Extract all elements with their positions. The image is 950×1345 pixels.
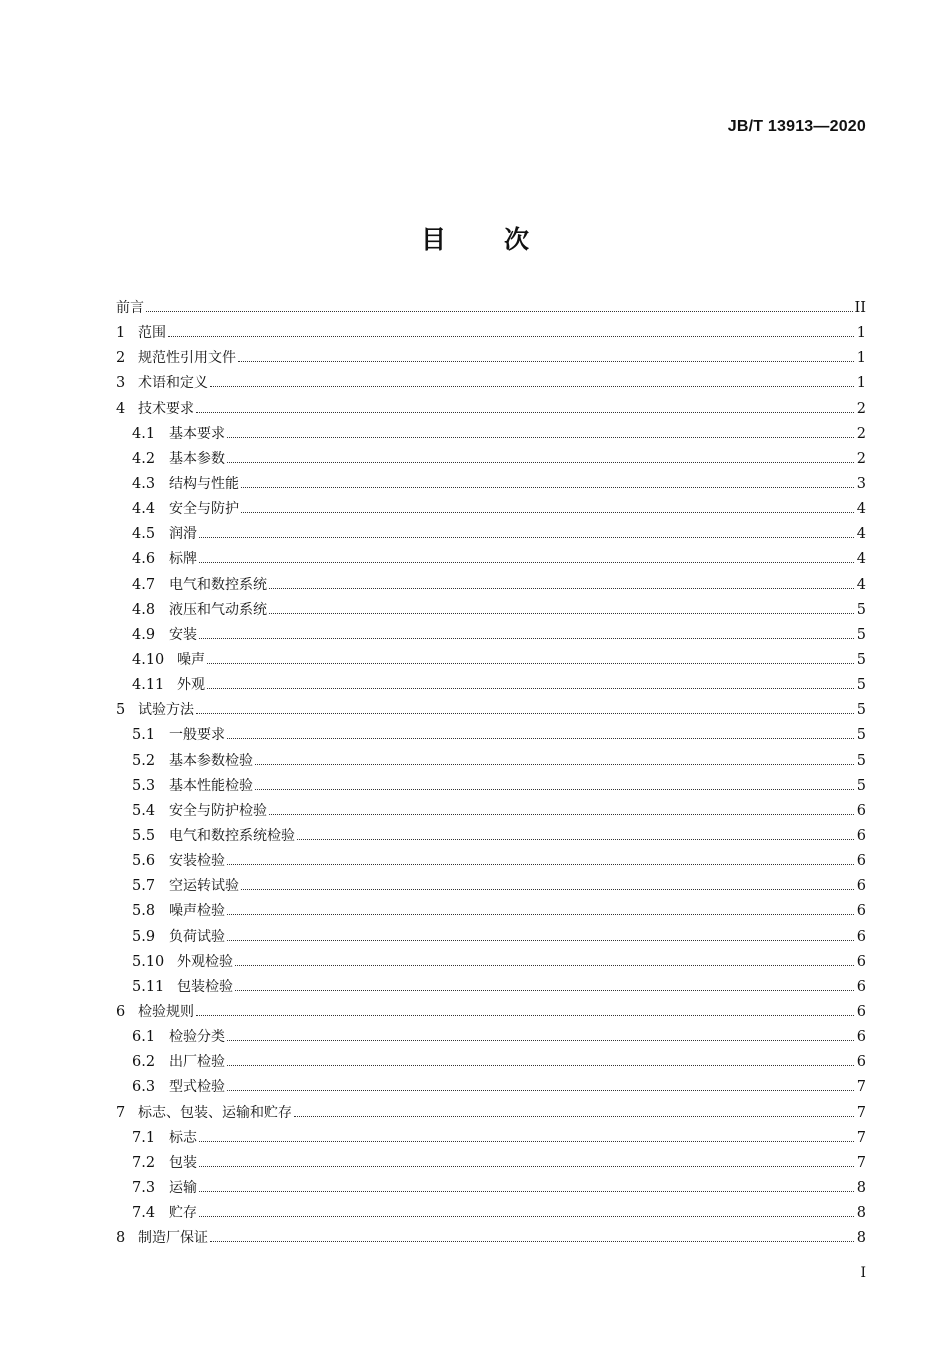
toc-entry-label: 术语和定义 [138, 375, 208, 392]
toc-entry-number: 4.3 [132, 475, 156, 492]
toc-entry[interactable] [116, 448, 866, 473]
title-char-2: 次 [504, 225, 530, 254]
toc-entry-page: 6 [856, 953, 866, 970]
toc-entry[interactable] [116, 1127, 866, 1152]
toc-entry-page: 5 [856, 702, 866, 719]
toc-entry-page: 6 [856, 978, 866, 995]
toc-entry-page: 2 [856, 450, 866, 467]
toc-entry[interactable] [116, 900, 866, 925]
toc-entry-number: 4.5 [132, 526, 156, 543]
toc-entry-label: 安全与防护 [169, 501, 239, 518]
dot-leader [269, 588, 854, 589]
toc-entry[interactable] [116, 1227, 866, 1252]
dot-leader [210, 1241, 854, 1242]
toc-entry-label: 包装 [169, 1154, 197, 1171]
toc-entry-number: 5.9 [132, 928, 156, 945]
dot-leader [227, 1040, 854, 1041]
dot-leader [199, 537, 854, 538]
dot-leader [227, 462, 854, 463]
toc-entry-number: 7.4 [132, 1205, 156, 1222]
toc-entry-label: 安装 [169, 626, 197, 643]
toc-entry-number: 5.10 [132, 953, 165, 970]
dot-leader [235, 965, 854, 966]
toc-entry-number: 5.4 [132, 802, 156, 819]
toc-entry-label: 安全与防护检验 [169, 802, 267, 819]
toc-entry-label: 空运转试验 [169, 878, 239, 895]
dot-leader [227, 738, 854, 739]
toc-entry[interactable] [116, 800, 866, 825]
dot-leader [199, 1191, 854, 1192]
toc-entry[interactable] [116, 599, 866, 624]
toc-entry[interactable] [116, 498, 866, 523]
toc-entry-number: 5.1 [132, 727, 156, 744]
toc-entry-number: 4.2 [132, 450, 156, 467]
toc-entry-number: 8 [116, 1230, 126, 1247]
toc-entry-page: 1 [856, 375, 866, 392]
title-char-1: 目 [420, 225, 446, 254]
toc-entry-number: 5.6 [132, 853, 156, 870]
dot-leader [297, 839, 854, 840]
toc-entry-page: 4 [856, 551, 866, 568]
toc-entry-label: 出厂检验 [169, 1054, 225, 1071]
dot-leader [210, 386, 854, 387]
toc-entry-number: 5.11 [132, 978, 165, 995]
toc-entry-page: 5 [856, 727, 866, 744]
toc-entry-label: 前言 [116, 300, 144, 316]
toc-entry[interactable] [116, 1051, 866, 1076]
toc-entry[interactable] [116, 976, 866, 1001]
toc-entry-label: 制造厂保证 [138, 1230, 208, 1247]
toc-entry-page: 7 [856, 1104, 866, 1121]
dot-leader [146, 311, 853, 312]
toc-entry-number: 7 [116, 1104, 126, 1121]
toc-entry[interactable] [116, 1026, 866, 1051]
toc-entry[interactable] [116, 297, 866, 322]
toc-entry[interactable] [116, 750, 866, 775]
toc-entry-page: 2 [856, 400, 866, 417]
toc-entry-label: 型式检验 [169, 1079, 225, 1096]
toc-entry-number: 2 [116, 350, 126, 367]
toc-entry-page: 6 [856, 903, 866, 920]
toc-entry-number: 7.2 [132, 1154, 156, 1171]
toc-entry-label: 外观 [177, 677, 205, 694]
toc-entry-label: 标牌 [169, 551, 197, 568]
toc-entry-page: 6 [856, 1029, 866, 1046]
toc-entry-number: 6 [116, 1003, 126, 1020]
toc-entry-number: 5.7 [132, 878, 156, 895]
toc-entry-page: 2 [856, 425, 866, 442]
toc-entry[interactable] [116, 775, 866, 800]
toc-entry[interactable] [116, 347, 866, 372]
toc-entry[interactable] [116, 951, 866, 976]
toc-entry-number: 4.4 [132, 501, 156, 518]
toc-entry-label: 噪声检验 [169, 903, 225, 920]
toc-entry-page: 5 [856, 777, 866, 794]
toc-entry[interactable] [116, 322, 866, 347]
table-of-contents [116, 297, 866, 1252]
dot-leader [227, 1090, 854, 1091]
toc-entry-number: 6.2 [132, 1054, 156, 1071]
toc-entry-label: 标志、包装、运输和贮存 [138, 1104, 292, 1121]
toc-entry-label: 包装检验 [177, 978, 233, 995]
toc-entry-number: 5.8 [132, 903, 156, 920]
toc-entry-number: 1 [116, 325, 126, 342]
toc-entry[interactable] [116, 926, 866, 951]
toc-entry-page: 8 [856, 1230, 866, 1247]
toc-entry-number: 6.3 [132, 1079, 156, 1096]
dot-leader [207, 688, 854, 689]
dot-leader [227, 864, 854, 865]
toc-entry-page: 6 [856, 802, 866, 819]
dot-leader [227, 437, 854, 438]
toc-entry[interactable] [116, 1001, 866, 1026]
dot-leader [199, 1166, 854, 1167]
toc-entry-number: 4 [116, 400, 126, 417]
toc-entry-label: 负荷试验 [169, 928, 225, 945]
toc-entry-page: 6 [856, 1054, 866, 1071]
toc-entry-page: 5 [856, 601, 866, 618]
dot-leader [168, 336, 854, 337]
toc-entry[interactable] [116, 1076, 866, 1101]
toc-entry[interactable] [116, 1102, 866, 1127]
dot-leader [255, 764, 854, 765]
toc-entry-label: 润滑 [169, 526, 197, 543]
dot-leader [196, 713, 854, 714]
toc-entry-number: 5 [116, 702, 126, 719]
toc-entry-page: 3 [856, 475, 866, 492]
dot-leader [235, 990, 854, 991]
toc-entry-label: 基本参数检验 [169, 752, 253, 769]
toc-entry-label: 噪声 [177, 651, 205, 668]
dot-leader [207, 663, 854, 664]
toc-entry-page: 4 [856, 501, 866, 518]
toc-entry-number: 4.6 [132, 551, 156, 568]
toc-entry-page: 5 [856, 626, 866, 643]
toc-entry-label: 技术要求 [138, 400, 194, 417]
page-number: I [860, 1265, 866, 1281]
toc-entry[interactable] [116, 398, 866, 423]
page-title [0, 220, 950, 256]
toc-entry-label: 运输 [169, 1179, 197, 1196]
dot-leader [238, 361, 854, 362]
toc-entry-number: 4.11 [132, 677, 165, 694]
toc-entry-page: 6 [856, 928, 866, 945]
toc-entry-page: 4 [856, 576, 866, 593]
toc-entry-page: 6 [856, 853, 866, 870]
dot-leader [241, 889, 854, 890]
toc-entry-page: 7 [856, 1154, 866, 1171]
toc-entry-page: II [854, 300, 866, 316]
toc-entry[interactable] [116, 875, 866, 900]
toc-entry-label: 标志 [169, 1129, 197, 1146]
toc-entry-number: 5.3 [132, 777, 156, 794]
toc-entry-label: 结构与性能 [169, 475, 239, 492]
toc-entry-number: 4.8 [132, 601, 156, 618]
toc-entry-number: 5.2 [132, 752, 156, 769]
toc-entry-label: 外观检验 [177, 953, 233, 970]
dot-leader [294, 1116, 854, 1117]
toc-entry[interactable] [116, 1177, 866, 1202]
standard-code: JB/T 13913—2020 [727, 118, 866, 135]
dot-leader [255, 789, 854, 790]
toc-entry[interactable] [116, 372, 866, 397]
toc-entry-label: 电气和数控系统 [169, 576, 267, 593]
dot-leader [196, 1015, 854, 1016]
dot-leader [196, 412, 854, 413]
toc-entry-number: 4.1 [132, 425, 156, 442]
toc-entry-number: 3 [116, 375, 126, 392]
dot-leader [241, 512, 854, 513]
toc-entry[interactable] [116, 724, 866, 749]
toc-entry-page: 8 [856, 1179, 866, 1196]
toc-entry-number: 5.5 [132, 827, 156, 844]
toc-entry[interactable] [116, 423, 866, 448]
toc-entry-label: 液压和气动系统 [169, 601, 267, 618]
toc-entry-page: 7 [856, 1079, 866, 1096]
toc-entry-label: 范围 [138, 325, 166, 342]
toc-entry-page: 6 [856, 878, 866, 895]
toc-entry[interactable] [116, 850, 866, 875]
dot-leader [269, 814, 854, 815]
toc-entry-page: 6 [856, 1003, 866, 1020]
dot-leader [199, 1216, 854, 1217]
dot-leader [199, 1141, 854, 1142]
toc-entry[interactable] [116, 548, 866, 573]
toc-entry-label: 贮存 [169, 1205, 197, 1222]
toc-entry-number: 4.10 [132, 651, 165, 668]
toc-entry-page: 5 [856, 752, 866, 769]
toc-entry-page: 1 [856, 325, 866, 342]
dot-leader [227, 940, 854, 941]
toc-entry-label: 检验规则 [138, 1003, 194, 1020]
toc-entry-label: 基本性能检验 [169, 777, 253, 794]
toc-entry-page: 8 [856, 1205, 866, 1222]
toc-entry-label: 安装检验 [169, 853, 225, 870]
toc-entry[interactable] [116, 473, 866, 498]
toc-entry[interactable] [116, 1202, 866, 1227]
toc-entry-page: 7 [856, 1129, 866, 1146]
toc-entry-number: 7.1 [132, 1129, 156, 1146]
toc-entry[interactable] [116, 624, 866, 649]
toc-entry-page: 4 [856, 526, 866, 543]
dot-leader [269, 613, 854, 614]
toc-entry-label: 基本参数 [169, 450, 225, 467]
toc-entry-number: 7.3 [132, 1179, 156, 1196]
toc-entry-label: 基本要求 [169, 425, 225, 442]
toc-entry-number: 6.1 [132, 1029, 156, 1046]
toc-entry-label: 一般要求 [169, 727, 225, 744]
toc-entry-number: 4.9 [132, 626, 156, 643]
dot-leader [199, 638, 854, 639]
toc-entry[interactable] [116, 825, 866, 850]
toc-entry-page: 5 [856, 677, 866, 694]
dot-leader [227, 914, 854, 915]
toc-entry[interactable] [116, 523, 866, 548]
dot-leader [199, 562, 854, 563]
toc-entry-page: 6 [856, 827, 866, 844]
toc-entry-label: 电气和数控系统检验 [169, 827, 295, 844]
toc-entry-number: 4.7 [132, 576, 156, 593]
toc-entry[interactable] [116, 699, 866, 724]
toc-entry[interactable] [116, 1152, 866, 1177]
dot-leader [227, 1065, 854, 1066]
toc-entry[interactable] [116, 574, 866, 599]
dot-leader [241, 487, 854, 488]
toc-entry-page: 5 [856, 651, 866, 668]
toc-entry[interactable] [116, 674, 866, 699]
toc-entry-label: 规范性引用文件 [138, 350, 236, 367]
toc-entry-label: 试验方法 [138, 702, 194, 719]
toc-entry[interactable] [116, 649, 866, 674]
toc-entry-label: 检验分类 [169, 1029, 225, 1046]
toc-entry-page: 1 [856, 350, 866, 367]
